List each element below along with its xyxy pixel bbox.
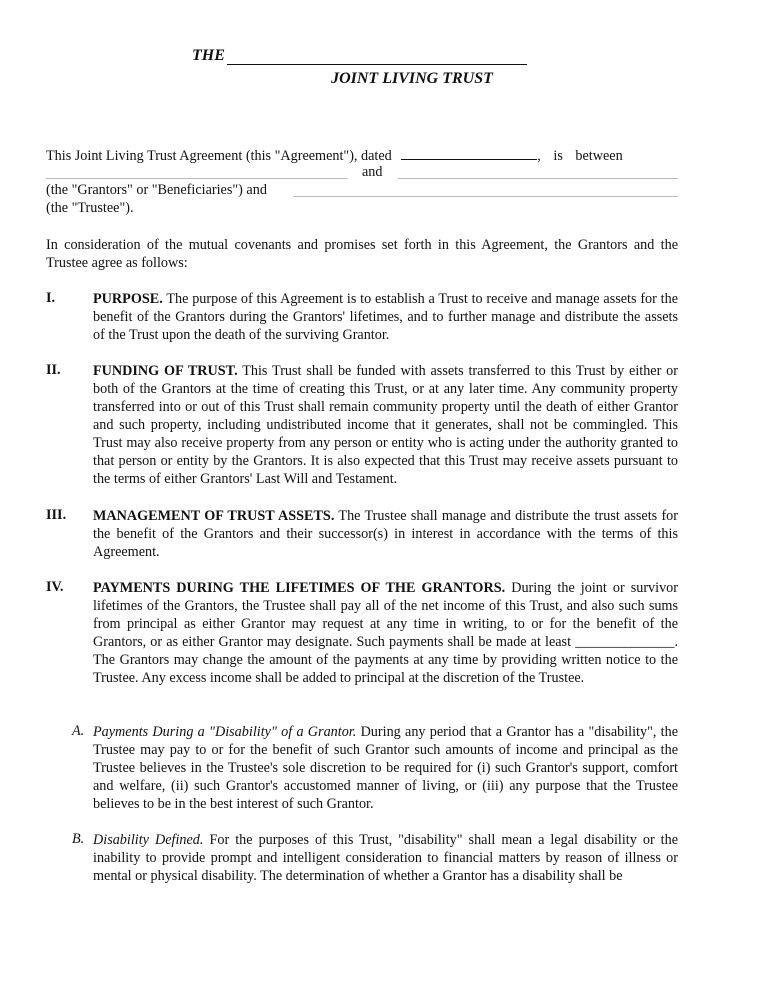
section-heading: PURPOSE.	[93, 291, 163, 307]
subsection-body	[93, 723, 678, 813]
grantor-1-blank[interactable]	[46, 178, 348, 179]
subsection-body	[93, 831, 678, 885]
subsection-text: During any period that a Grantor has a "disability", the Trustee may pay to or for the benefit of such Grantor such amounts of income and principal as the Trustee believes in the Trustee's sole discretion to be required for (i) such Grantor's support, comfort and welfare, (ii) such Grantor's accustomed manner of living, or (iii) any purpose that the Trustee believes to be in the best interest of such Grantor.	[93, 724, 678, 812]
title-prefix: THE	[192, 47, 225, 64]
document-title-line1	[192, 47, 527, 65]
section-heading: PAYMENTS DURING THE LIFETIMES OF THE GRANTORS.	[93, 580, 506, 596]
grantor-2-blank[interactable]	[398, 178, 678, 179]
intro-line-4: (the "Trustee").	[46, 200, 134, 216]
intro-text-between: , is between	[537, 148, 623, 164]
section-text: The Trustee shall manage and distribute the trust assets for the benefit of the Grantors and their successor(s) in interest in accordance with the terms of this Agreement.	[93, 508, 678, 560]
section-body	[93, 507, 678, 561]
section-number: IV.	[46, 579, 64, 595]
document-title-line2: JOINT LIVING TRUST	[331, 70, 493, 87]
section-body	[93, 579, 678, 687]
trust-name-blank[interactable]	[227, 50, 527, 65]
subsection-text: For the purposes of this Trust, "disability" shall mean a legal disability or the inability to provide prompt and intelligent consideration to financial matters by reason of illness or mental or physical disability. The determination of whether a Grantor has a disability shall be	[93, 832, 679, 884]
section-text: This Trust shall be funded with assets transferred to this Trust by either or both of the Grantors at the time of creating this Trust, or at any later time. Any community property transferred into or out of this Trust shall remain community property until the death of either Grantor and such property, including undistributed income that it generates, shall not be commingled. This Trust may also receive property from any person or entity who is acting under the authority granted to that person or entity by the Grantors. It is also expected that this Trust may receive assets pursuant to the terms of either Grantors' Last Will and Testament.	[93, 363, 678, 487]
section-number: II.	[46, 362, 61, 378]
consideration-paragraph: In consideration of the mutual covenants and promises set forth in this Agreement, the Grantors and the Trustee agree as follows:	[46, 237, 678, 271]
intro-and: and	[362, 164, 383, 180]
section-text: During the joint or survivor lifetimes of the Grantors, the Trustee shall pay all of the net income of this Trust, and also such sums from principal as either Grantor may request at any time in writing, to or for the benefit of the Grantors, or as either Grantor may designate. Such payments shall be made at least	[93, 580, 679, 650]
subsection-letter: A.	[72, 723, 85, 739]
section-number: I.	[46, 290, 56, 306]
subsection-heading: Disability Defined.	[93, 832, 204, 848]
section-body	[93, 290, 678, 344]
grantors-definition: (the "Grantors" or "Beneficiaries") and	[46, 182, 267, 198]
intro-text-dated: This Joint Living Trust Agreement (this "Agreement"), dated	[46, 148, 392, 164]
section-text: The purpose of this Agreement is to establish a Trust to receive and manage assets for the benefit of the Grantors during the Grantors' lifetimes, and to further manage and distribute the assets of the Trust upon the death of the surviving Grantor.	[93, 291, 678, 343]
section-heading: MANAGEMENT OF TRUST ASSETS.	[93, 508, 335, 524]
section-body	[93, 362, 678, 488]
section-heading: FUNDING OF TRUST.	[93, 363, 238, 379]
date-blank[interactable]	[401, 146, 537, 160]
section-number: III.	[46, 507, 67, 523]
subsection-letter: B.	[72, 831, 85, 847]
trustee-blank[interactable]	[293, 196, 678, 197]
payment-frequency-blank[interactable]: ______________	[575, 634, 675, 650]
section-text-continued: . The Grantors may change the amount of the payments at any time by providing written notice to the Trustee. Any excess income shall be added to principal at the discretion of the Trustee.	[93, 634, 678, 686]
subsection-heading: Payments During a "Disability" of a Grantor.	[93, 724, 357, 740]
